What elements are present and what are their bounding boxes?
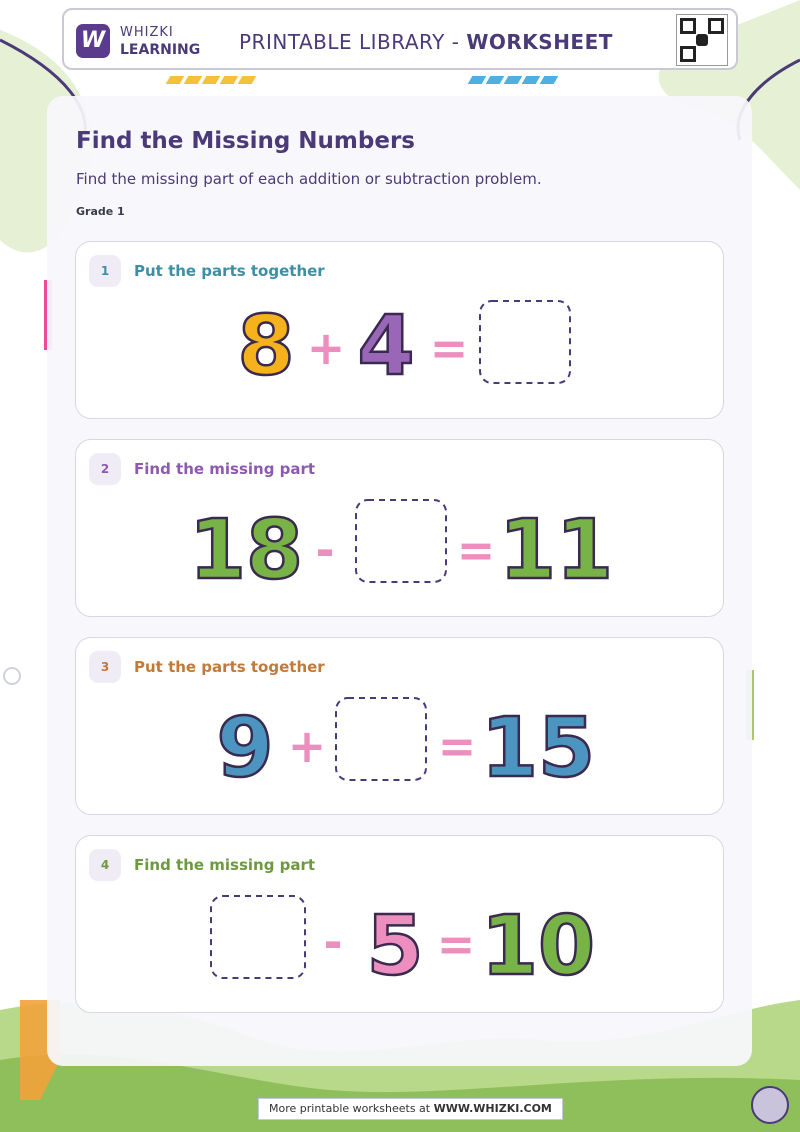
library-title [239, 30, 613, 54]
problem-card-3 [75, 637, 724, 815]
grade-label: Grade 1 [76, 205, 125, 218]
footer-site[interactable]: WWW.WHIZKI.COM [433, 1102, 552, 1115]
term-operator: + [306, 321, 346, 375]
problem-number: 4 [89, 849, 121, 881]
term-operand: 5 [366, 899, 424, 994]
equation [76, 690, 725, 802]
problem-card-1 [75, 241, 724, 419]
brand-name-line2: LEARNING [120, 42, 201, 58]
problem-card-4 [75, 835, 724, 1013]
term-operand: 15 [480, 701, 596, 796]
equation [76, 492, 725, 604]
worksheet-header [62, 8, 738, 70]
header-stripes-yellow [168, 76, 254, 86]
header-stripes-blue [470, 76, 556, 86]
problem-number: 1 [89, 255, 121, 287]
term-equals: = [437, 719, 477, 773]
answer-blank[interactable] [336, 698, 426, 780]
problem-heading: Find the missing part [134, 460, 316, 478]
qr-code-icon[interactable] [676, 14, 728, 66]
library-label: PRINTABLE LIBRARY - [239, 30, 467, 54]
answer-blank[interactable] [211, 896, 305, 978]
term-operator: - [315, 523, 335, 577]
equation [76, 888, 725, 1000]
qr-finder [708, 18, 724, 34]
problem-number: 2 [89, 453, 121, 485]
term-operator: - [323, 915, 343, 969]
term-operand: 4 [357, 299, 415, 394]
problem-card-2 [75, 439, 724, 617]
term-operand: 8 [237, 299, 295, 394]
problem-heading: Find the missing part [134, 856, 316, 874]
term-operand: 9 [216, 701, 274, 796]
problem-heading: Put the parts together [134, 262, 325, 280]
answer-blank[interactable] [480, 301, 570, 383]
worksheet-instructions: Find the missing part of each addition or subtraction problem. [76, 170, 542, 188]
term-operand: 18 [188, 503, 304, 598]
answer-blank[interactable] [356, 500, 446, 582]
qr-center [696, 34, 708, 46]
whizki-logo-icon: W [76, 24, 110, 58]
footer-link[interactable] [258, 1098, 563, 1120]
problem-heading: Put the parts together [134, 658, 325, 676]
term-equals: = [456, 523, 496, 577]
term-equals: = [436, 917, 476, 971]
library-type: WORKSHEET [466, 30, 613, 54]
term-operator: + [287, 719, 327, 773]
equation [76, 294, 725, 406]
qr-finder [680, 46, 696, 62]
worksheet-title: Find the Missing Numbers [76, 128, 415, 154]
brand-name: WHIZKI [120, 25, 174, 40]
term-operand: 10 [480, 899, 596, 994]
footer-prefix: More printable worksheets at [269, 1102, 434, 1115]
term-equals: = [429, 321, 469, 375]
problem-number: 3 [89, 651, 121, 683]
qr-finder [680, 18, 696, 34]
term-operand: 11 [498, 503, 614, 598]
